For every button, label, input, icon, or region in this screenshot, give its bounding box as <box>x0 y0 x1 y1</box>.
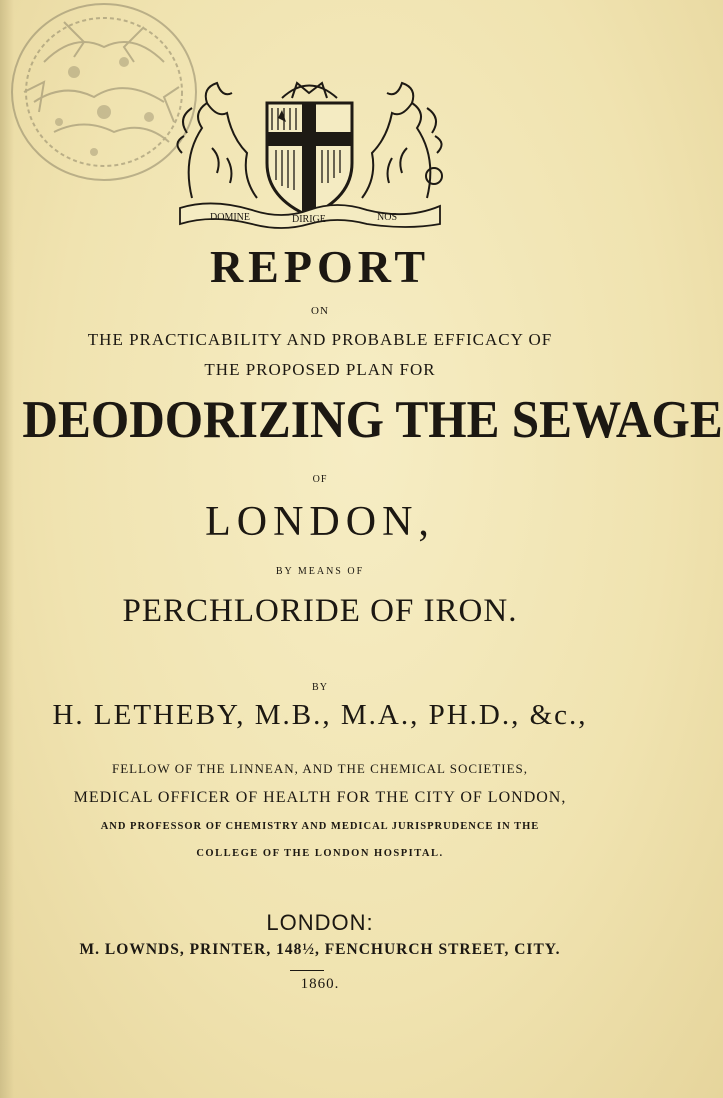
imprint-city: LONDON: <box>266 910 374 935</box>
author-role-2: MEDICAL OFFICER OF HEALTH FOR THE CITY OF LONDON, <box>73 789 567 806</box>
author-name: H. LETHEBY, M.B., M.A., PH.D., &c., <box>52 699 588 731</box>
author-role-1: FELLOW OF THE LINNEAN, AND THE CHEMICAL SOCIETIES, <box>111 761 529 776</box>
by-label: BY <box>312 682 328 693</box>
motto-word-3: NOS <box>377 212 398 223</box>
subtitle-line-2: THE PROPOSED PLAN FOR <box>204 360 436 379</box>
imprint-divider <box>290 970 324 971</box>
motto-word-2: DIRIGE <box>292 214 326 225</box>
main-title: DEODORIZING THE SEWAGE <box>22 391 723 449</box>
on-label: ON <box>311 305 329 317</box>
imprint-year: 1860. <box>300 976 340 992</box>
subtitle-line-1: THE PRACTICABILITY AND PROBABLE EFFICACY OF <box>87 330 553 349</box>
city-of-london-crest-image <box>172 58 447 228</box>
imprint-printer: M. LOWNDS, PRINTER, 148½, FENCHURCH STREET, CITY. <box>79 941 561 958</box>
report-heading: REPORT <box>209 241 431 292</box>
agent-title: PERCHLORIDE OF IRON. <box>122 593 518 629</box>
place-title: LONDON, <box>205 499 435 545</box>
author-role-3: AND PROFESSOR OF CHEMISTRY AND MEDICAL JURISPRUDENCE IN THE <box>100 821 540 832</box>
motto-word-1: DOMINE <box>210 212 250 223</box>
by-means-of-label: BY MEANS OF <box>275 566 365 577</box>
author-role-4: COLLEGE OF THE LONDON HOSPITAL. <box>196 848 444 859</box>
of-label: OF <box>312 474 328 485</box>
